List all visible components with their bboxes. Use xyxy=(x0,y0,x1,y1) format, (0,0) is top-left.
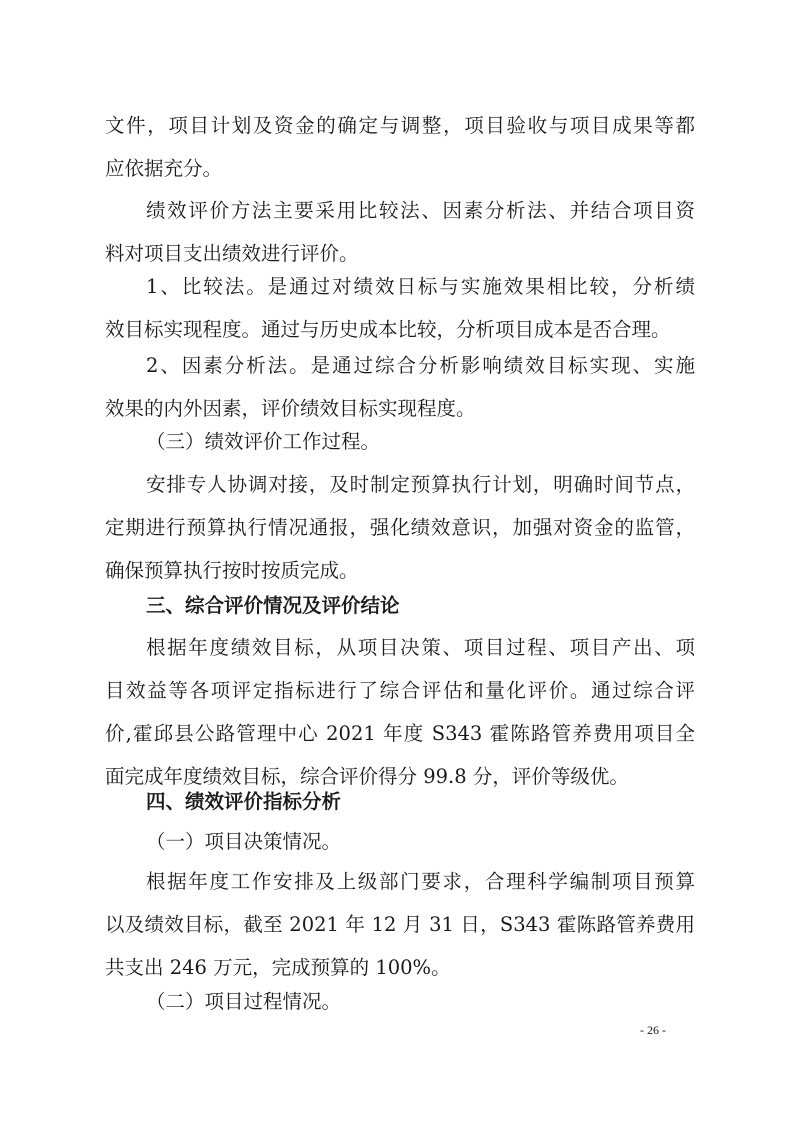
text-line: 2、因素分析法。是通过综合分析影响绩效目标实现、实施 xyxy=(146,354,695,377)
text-line: 目效益等各项评定指标进行了综合评估和量化评价。通过综合评 xyxy=(105,679,695,702)
text-line: 文件，项目计划及资金的确定与调整，项目验收与项目成果等都 xyxy=(105,114,695,137)
text-line: 效目标实现程度。通过与历史成本比较，分析项目成本是否合理。 xyxy=(105,318,671,341)
subheading-project-decision: （一）项目决策情况。 xyxy=(146,830,342,853)
paragraph-overall-evaluation xyxy=(105,626,695,798)
text-line: 1、比较法。是通过对绩效日标与实施效果相比较，分析绩 xyxy=(146,275,695,298)
paragraph-continuation xyxy=(105,104,695,190)
section-heading-overall-evaluation: 三、综合评价情况及评价结论 xyxy=(146,594,400,617)
text-line: 共支出 246 万元，完成预算的 100%。 xyxy=(105,956,451,979)
text-line: 定期进行预算执行情况通报，强化绩效意识，加强对资金的监管， xyxy=(105,516,695,539)
text-line: 安排专人协调对接，及时制定预算执行计划，明确时间节点， xyxy=(146,473,695,496)
section-heading-indicator-analysis: 四、绩效评价指标分析 xyxy=(146,790,342,813)
subheading-evaluation-process: （三）绩效评价工作过程。 xyxy=(146,430,381,453)
paragraph-project-decision xyxy=(105,860,695,989)
text-line: 面完成年度绩效目标，综合评价得分 99.8 分，评价等级优。 xyxy=(105,765,629,788)
subheading-project-process: （二）项目过程情况。 xyxy=(146,990,342,1013)
page-number: - 26 - xyxy=(640,1023,666,1037)
text-line: 根据年度绩效目标，从项目决策、项目过程、项目产出、项 xyxy=(146,636,695,659)
paragraph-factor-analysis xyxy=(105,344,695,430)
text-line: 料对项目支出绩效进行评价。 xyxy=(105,242,359,265)
text-line: 以及绩效目标，截至 2021 年 12 月 31 日，S343 霍陈路管养费用 xyxy=(105,913,695,936)
paragraph-comparison-method xyxy=(105,265,695,351)
text-line: 效果的内外因素，评价绩效目标实现程度。 xyxy=(105,397,476,420)
paragraph-evaluation-method xyxy=(105,189,695,275)
text-line: 确保预算执行按时按质完成。 xyxy=(105,559,359,582)
text-line: 应依据充分。 xyxy=(105,157,223,180)
text-line: 根据年度工作安排及上级部门要求，合理科学编制项目预算 xyxy=(146,870,695,893)
paragraph-process-details xyxy=(105,463,695,592)
text-line: 价,霍邱县公路管理中心 2021 年度 S343 霍陈路管养费用项目全 xyxy=(105,722,695,745)
text-line: 绩效评价方法主要采用比较法、因素分析法、并结合项目资 xyxy=(146,199,695,222)
